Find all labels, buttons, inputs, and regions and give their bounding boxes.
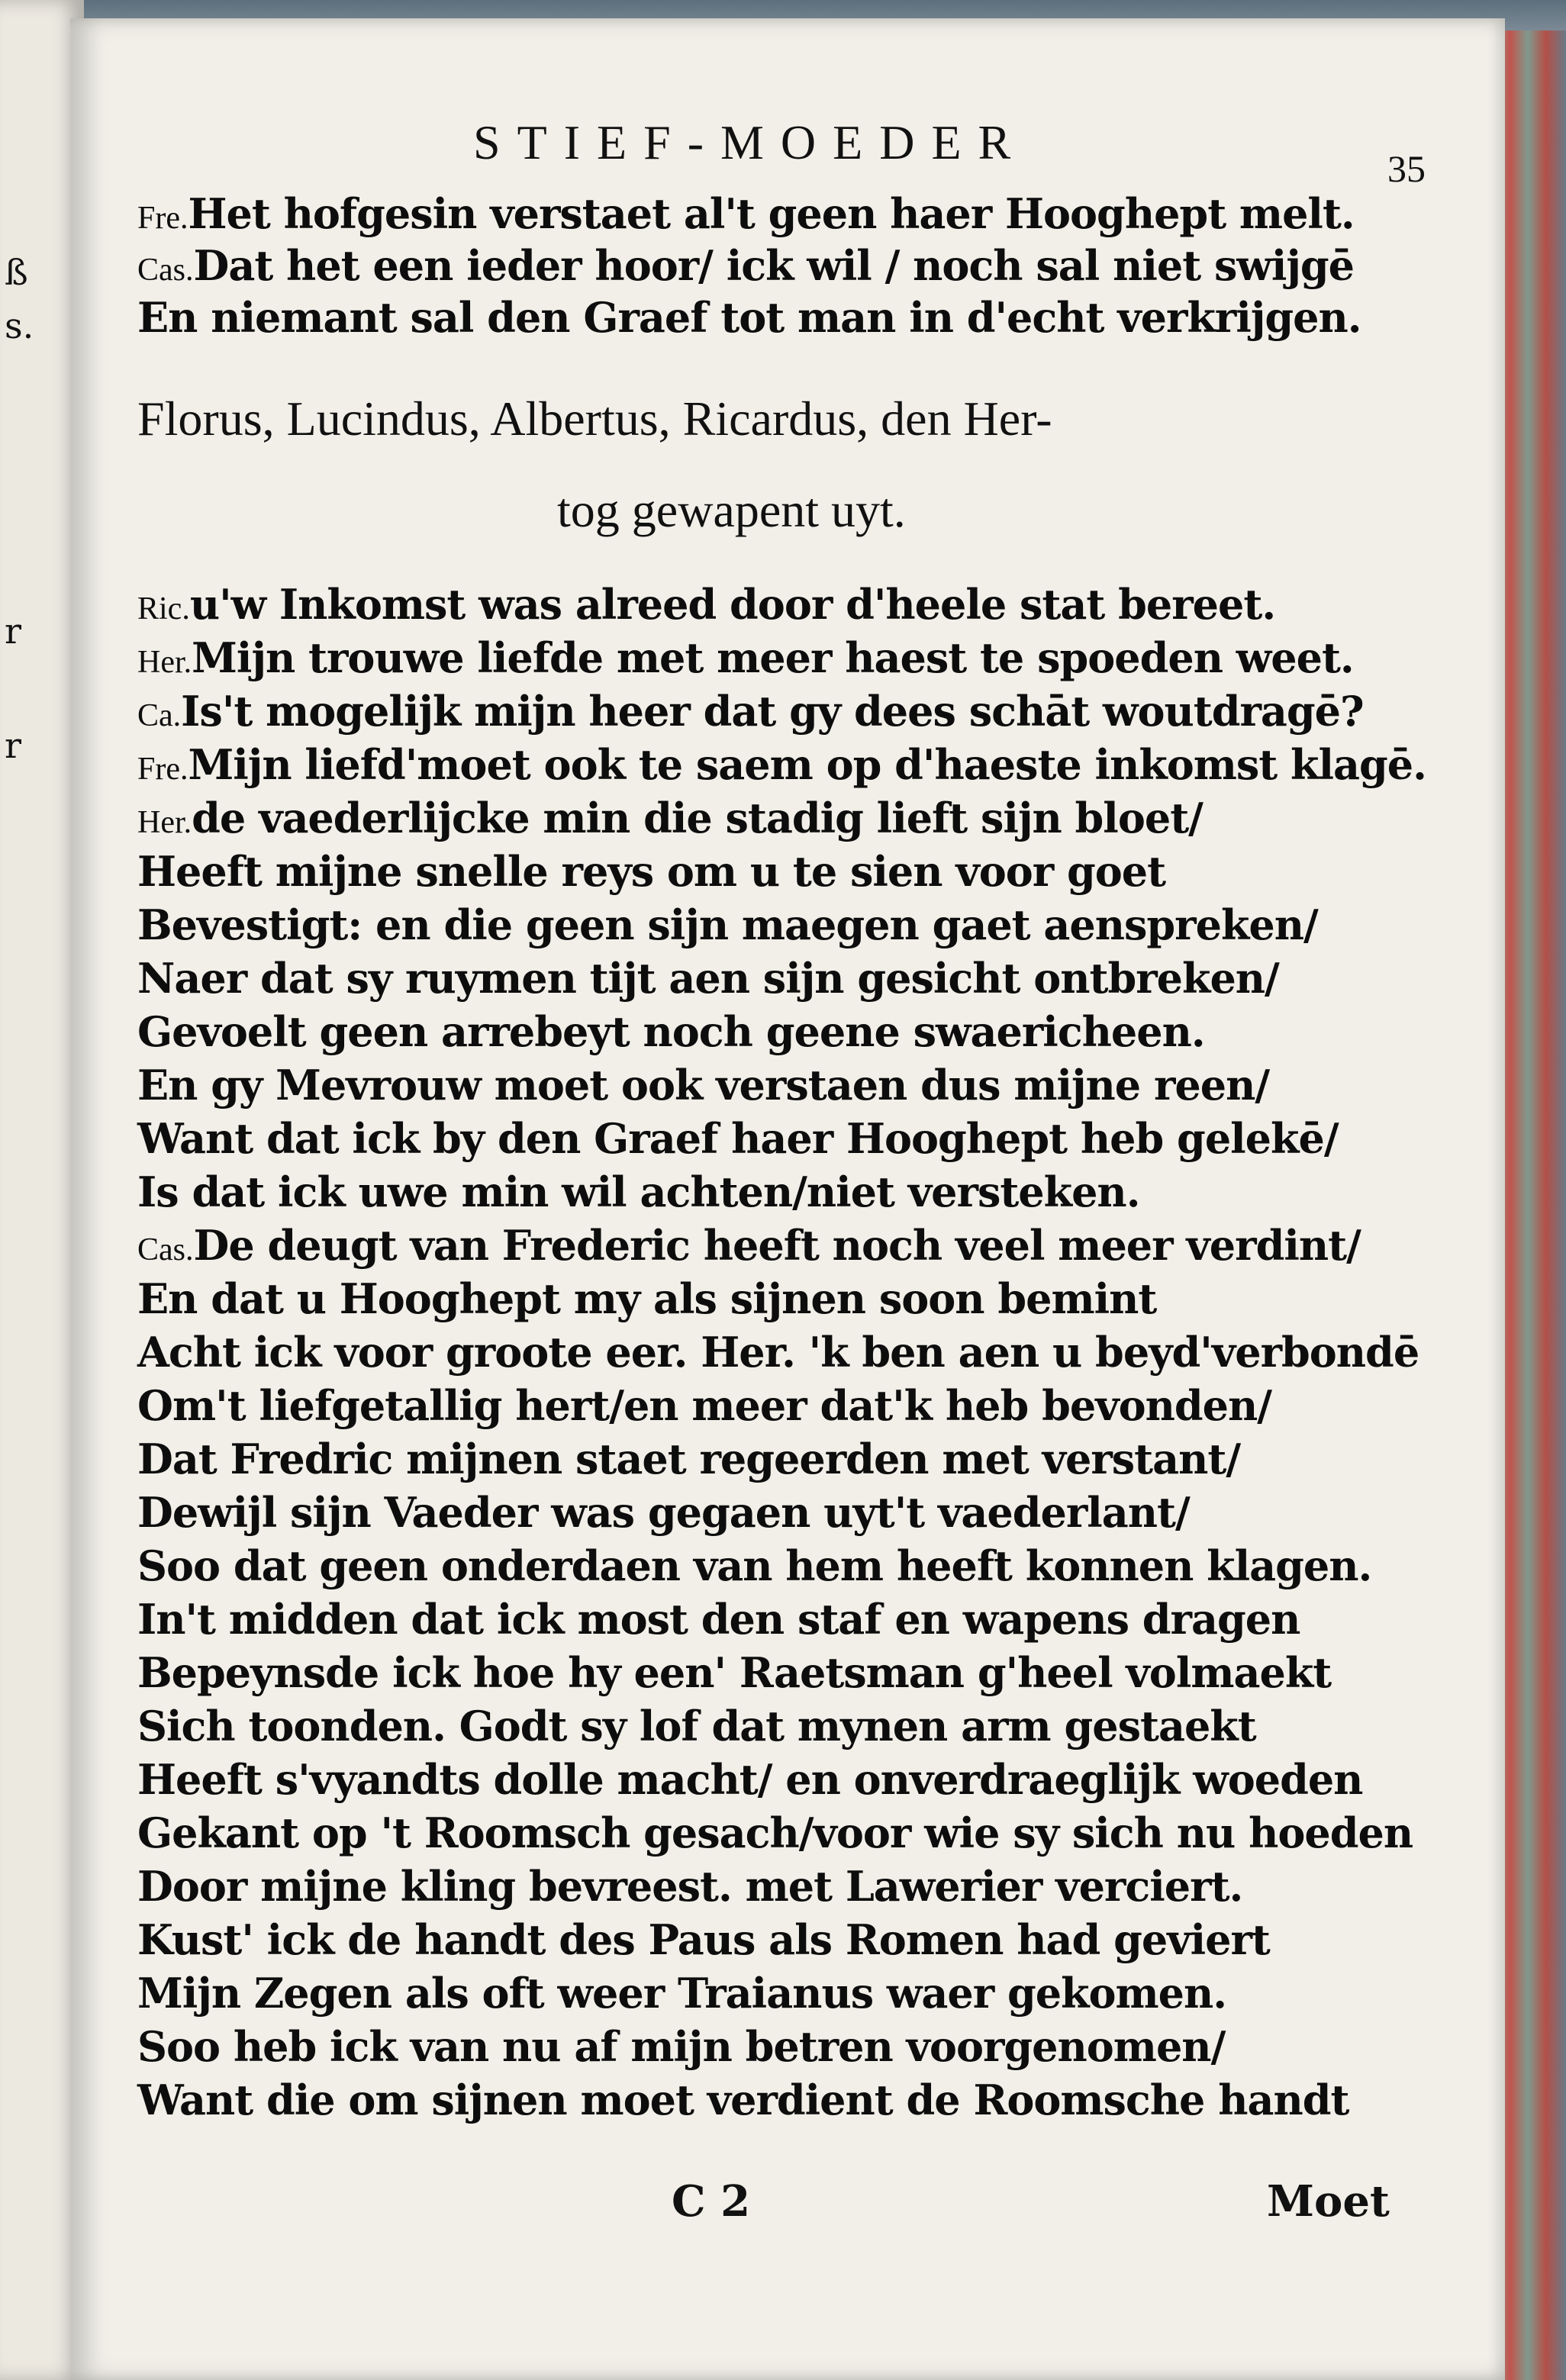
verse-text: de vaederlijcke min die stadig lieft sijn bloet/: [192, 794, 1203, 842]
verse-line: [137, 1808, 1450, 1857]
left-page-mark: r: [5, 610, 21, 652]
verse-line: [137, 1915, 1450, 1964]
verse-line: [137, 1969, 1450, 2018]
verse-line: [137, 2076, 1450, 2124]
verse-line: [137, 1221, 1450, 1270]
verse-text: Dat Fredric mijnen staet regeerden met verstant/: [137, 1435, 1241, 1483]
verse-line: [137, 1862, 1450, 1911]
speaker-label: Ric.: [137, 591, 190, 626]
verse-text: Sich toonden. Godt sy lof dat mynen arm gestaekt: [137, 1702, 1256, 1750]
verse-line: [137, 1702, 1450, 1750]
speaker-label: Fre.: [137, 201, 188, 236]
verse-text: Het hofgesin verstaet al't geen haer Hooghept melt.: [188, 189, 1355, 238]
verse-line: [137, 1274, 1450, 1323]
verse-text: Bevestigt: en die geen sijn maegen gaet aenspreken/: [137, 900, 1318, 949]
verse-text: Mijn liefd'moet ook te saem op d'haeste inkomst klagē.: [188, 740, 1426, 789]
verse-line: [137, 1007, 1450, 1056]
verse-text: Om't liefgetallig hert/en meer dat'k heb bevonden/: [137, 1381, 1271, 1430]
verse-line: [137, 1381, 1450, 1430]
verse-line: [137, 2022, 1450, 2071]
running-head: STIEF-MOEDER: [473, 115, 1028, 169]
verse-line: [137, 687, 1450, 736]
verse-line: [137, 794, 1450, 842]
verse-text: Mijn Zegen als oft weer Traianus waer gekomen.: [137, 1969, 1227, 2018]
verse-text: Soo dat geen onderdaen van hem heeft konnen klagen.: [137, 1541, 1372, 1590]
stage-direction-line: Florus, Lucindus, Albertus, Ricardus, den Her-: [137, 391, 1052, 446]
verse-text: En niemant sal den Graef tot man in d'echt verkrijgen.: [137, 293, 1361, 342]
verse-text: Naer dat sy ruymen tijt aen sijn gesicht ontbreken/: [137, 954, 1279, 1003]
verse-text: Dat het een ieder hoor/ ick wil / noch sal niet swijgē: [193, 241, 1354, 290]
verse-text: Gekant op 't Roomsch gesach/voor wie sy sich nu hoeden: [137, 1808, 1413, 1857]
verse-text: En gy Mevrouw moet ook verstaen dus mijne reen/: [137, 1061, 1270, 1109]
verse-text: En dat u Hooghept my als sijnen soon bemint: [137, 1274, 1157, 1323]
verse-line: [137, 1328, 1450, 1377]
stage-direction-cont: [557, 482, 1566, 539]
verse-line: [137, 1114, 1450, 1163]
speaker-label: Her.: [137, 645, 192, 680]
speaker-label: Cas.: [137, 1232, 194, 1267]
verse-text: u'w Inkomst was alreed door d'heele stat bereet.: [189, 580, 1276, 629]
verse-text: Gevoelt geen arrebeyt noch geene swaericheen.: [137, 1007, 1205, 1056]
verse-line: [137, 580, 1450, 629]
verse-line: [137, 189, 1450, 238]
verse-line: [137, 1435, 1450, 1483]
verse-line: [137, 847, 1450, 896]
speaker-label: Cas.: [137, 253, 194, 288]
verse-line: [137, 1755, 1450, 1804]
verse-line: [137, 900, 1450, 949]
verse-text: Heeft mijne snelle reys om u te sien voor goet: [137, 847, 1166, 896]
verse-line: [137, 1061, 1450, 1109]
verse-text: Door mijne kling bevreest. met Lawerier verciert.: [137, 1862, 1243, 1911]
verse-text: Is't mogelijk mijn heer dat gy dees schāt woutdragē?: [181, 687, 1364, 736]
verse-line: [137, 1595, 1450, 1644]
left-page-mark: s.: [5, 305, 34, 346]
verse-text: In't midden dat ick most den staf en wapens dragen: [137, 1595, 1300, 1644]
speaker-label: Her.: [137, 805, 192, 840]
verse-text: Bepeynsde ick hoe hy een' Raetsman g'heel volmaekt: [137, 1648, 1332, 1697]
signature-mark: C 2: [672, 2176, 751, 2227]
verse-text: Want die om sijnen moet verdient de Roomsche handt: [137, 2076, 1349, 2124]
verse-text: Dewijl sijn Vaeder was gegaen uyt't vaederlant/: [137, 1488, 1190, 1537]
verse-text: Mijn trouwe liefde met meer haest te spoeden weet.: [192, 633, 1354, 682]
left-page-mark: ß: [5, 252, 28, 293]
verse-text: De deugt van Frederic heeft noch veel meer verdint/: [193, 1221, 1361, 1270]
verse-line: [137, 1541, 1450, 1590]
verse-text: Acht ick voor groote eer. Her. 'k ben aen u beyd'verbondē: [137, 1328, 1419, 1377]
verse-line: [137, 633, 1450, 682]
catchword: Moet: [1267, 2176, 1390, 2227]
speaker-label: Fre.: [137, 752, 188, 787]
stage-direction-line: tog gewapent uyt.: [557, 483, 906, 537]
verse-line: [137, 1488, 1450, 1537]
verse-line: [137, 1167, 1450, 1216]
verse-text: Heeft s'vyandts dolle macht/ en onverdraeglijk woeden: [137, 1755, 1363, 1804]
verse-text: Want dat ick by den Graef haer Hooghept heb gelekē/: [137, 1114, 1339, 1163]
verse-text: Soo heb ick van nu af mijn betren voorgenomen/: [137, 2022, 1226, 2071]
verse-text: Kust' ick de handt des Paus als Romen had geviert: [137, 1915, 1270, 1964]
speaker-label: Ca.: [137, 698, 182, 733]
verse-line: [137, 954, 1450, 1003]
verse-line: [137, 1648, 1450, 1697]
verse-text: Is dat ick uwe min wil achten/niet versteken.: [137, 1167, 1140, 1216]
left-page-mark: r: [5, 725, 21, 766]
verse-line: [137, 241, 1450, 290]
verse-line: [137, 293, 1450, 342]
verse-line: [137, 740, 1450, 789]
stage-direction: [137, 391, 1450, 447]
page-number: 35: [1387, 147, 1426, 190]
